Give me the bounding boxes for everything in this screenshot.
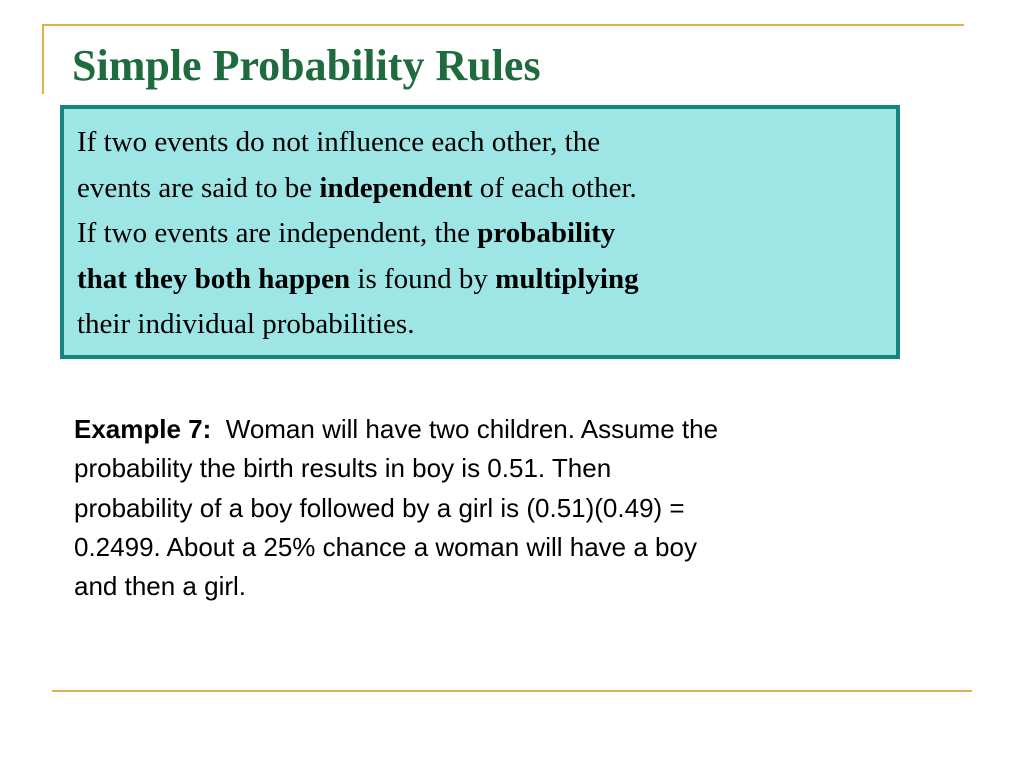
- example-line-2: probability the birth results in boy is 0.51. Then: [74, 453, 612, 484]
- term-independent: independent: [319, 171, 473, 204]
- slide-title: Simple Probability Rules: [72, 41, 541, 90]
- term-multiplying: multiplying: [495, 262, 639, 295]
- rule-line-5: their individual probabilities.: [77, 308, 415, 340]
- example-line-1: Example 7: Woman will have two children. Assume the: [74, 414, 719, 444]
- rule-line-4: that they both happen is found by multiplying: [77, 262, 639, 295]
- rule-callout-box: [60, 105, 900, 359]
- rule-text: [77, 120, 897, 348]
- example-line-5: and then a girl.: [74, 571, 247, 602]
- rule-line-1: If two events do not influence each other, the: [77, 126, 601, 158]
- example-line-3: probability of a boy followed by a girl is (0.51)(0.49) =: [74, 492, 685, 523]
- example-line-4: 0.2499. About a 25% chance a woman will have a boy: [74, 531, 697, 562]
- term-probability: probability: [477, 217, 616, 249]
- example-paragraph: [74, 410, 934, 606]
- left-divider: [42, 24, 44, 94]
- top-divider: [44, 24, 964, 26]
- term-both-happen: that they both happen: [77, 262, 351, 295]
- example-label: Example 7:: [74, 414, 212, 444]
- rule-line-3: If two events are independent, the probability: [77, 217, 616, 249]
- rule-line-2: events are said to be independent of each other.: [77, 171, 637, 204]
- bottom-divider: [52, 690, 972, 692]
